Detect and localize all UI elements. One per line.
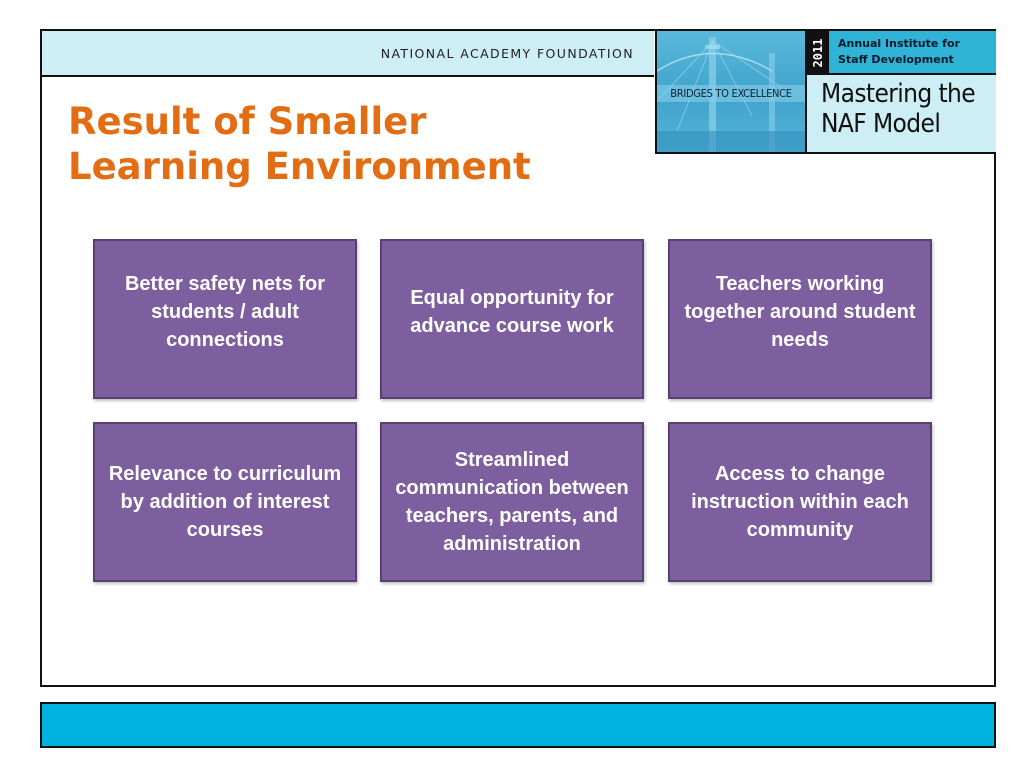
bridge-image-panel <box>657 31 807 152</box>
card-text: Streamlined communication between teachers, parents, and administration <box>395 449 629 555</box>
institute-line-1: Annual Institute for <box>838 37 960 50</box>
organization-name: NATIONAL ACADEMY FOUNDATION <box>380 46 634 61</box>
header-bar <box>42 31 654 77</box>
slide-frame <box>40 29 996 687</box>
event-logo <box>655 31 996 154</box>
institute-line-2: Staff Development <box>838 53 954 66</box>
card-equal-opportunity <box>380 239 644 399</box>
card-text: Teachers working together around student needs <box>684 273 916 351</box>
card-teachers-working <box>668 239 932 399</box>
year-badge <box>807 31 829 75</box>
mastering-line-1: Mastering the <box>821 79 976 109</box>
card-text: Better safety nets for students / adult connections <box>124 273 326 351</box>
bridge-caption: BRIDGES TO EXCELLENCE <box>657 85 805 102</box>
slide-title-line-2: Learning Environment <box>68 145 531 188</box>
card-streamlined-communication <box>380 422 644 582</box>
mastering-line-2: NAF Model <box>821 109 941 139</box>
card-text: Access to change instruction within each community <box>691 463 909 541</box>
slide-title <box>68 99 531 189</box>
card-safety-nets <box>93 239 357 399</box>
year-text: 2011 <box>811 38 825 68</box>
slide-title-line-1: Result of Smaller <box>68 100 427 143</box>
mastering-panel <box>807 75 996 152</box>
card-relevance <box>93 422 357 582</box>
footer-bar <box>40 702 996 748</box>
card-text: Equal opportunity for advance course work <box>410 287 614 337</box>
card-access-to-change <box>668 422 932 582</box>
institute-panel <box>829 31 996 75</box>
card-text: Relevance to curriculum by addition of interest courses <box>108 463 342 541</box>
